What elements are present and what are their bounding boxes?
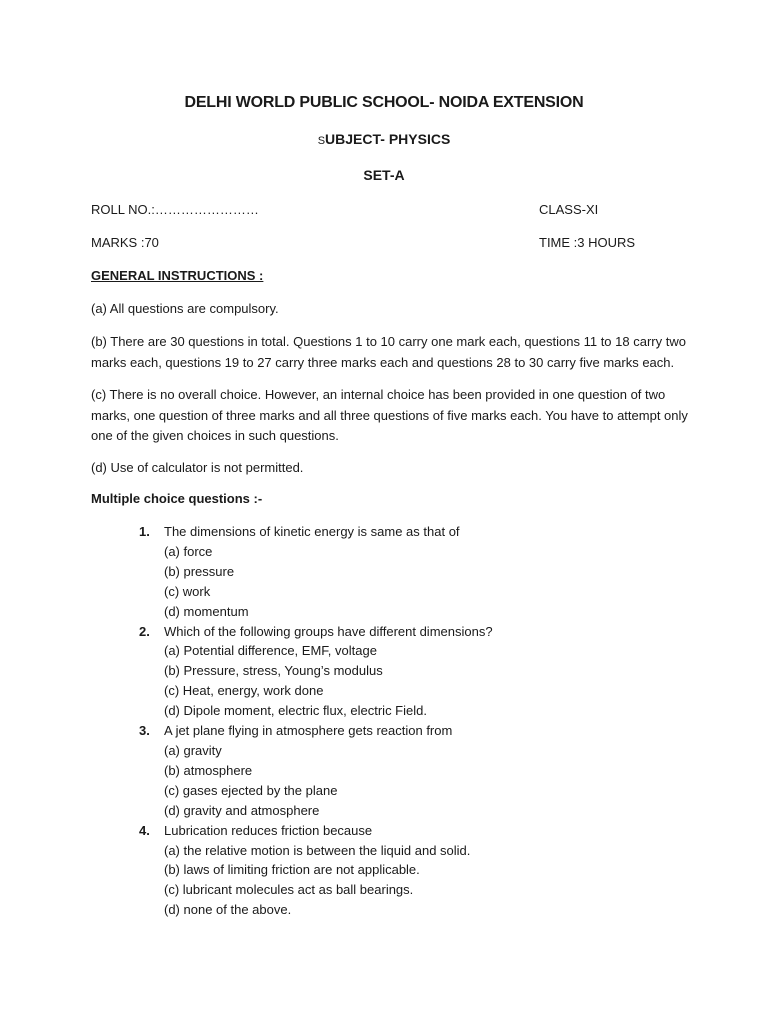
- question-item: [0, 622, 768, 722]
- question-text: Lubrication reduces friction because: [164, 822, 373, 838]
- question-item: [0, 821, 768, 921]
- instruction-b: (b) There are 30 questions in total. Questions 1 to 10 carry one mark each, questions 11 to 18 carry two marks each, questions 19 to 27 carry three marks each and questions 28 to 30 carry five marks each.: [91, 334, 686, 370]
- question-number: 4.: [139, 822, 150, 838]
- question-number: 3.: [139, 723, 150, 739]
- subject-heading: [0, 131, 768, 147]
- question-option: (c) work: [164, 583, 211, 599]
- question-option: (d) none of the above.: [164, 902, 292, 918]
- question-option: (c) gases ejected by the plane: [164, 782, 338, 798]
- question-option: (a) force: [164, 543, 213, 559]
- question-option: (c) lubricant molecules act as ball bearings.: [164, 882, 414, 898]
- subject-name: UBJECT- PHYSICS: [325, 131, 451, 147]
- question-number: 1.: [139, 524, 150, 539]
- time-label: TIME :3 HOURS: [539, 235, 636, 250]
- instruction-d: (d) Use of calculator is not permitted.: [91, 460, 304, 475]
- set-label: SET-A: [363, 167, 405, 183]
- roll-number-field: ROLL NO.:……………………: [91, 202, 259, 217]
- question-option: (d) Dipole moment, electric flux, electric Field.: [164, 703, 427, 719]
- question-number: 2.: [139, 623, 150, 639]
- question-option: (b) atmosphere: [164, 762, 253, 778]
- school-name-heading: DELHI WORLD PUBLIC SCHOOL- NOIDA EXTENSION: [184, 94, 584, 111]
- instruction-a: (a) All questions are compulsory.: [91, 301, 279, 316]
- question-text: Which of the following groups have different dimensions?: [164, 623, 493, 639]
- question-option: (d) momentum: [164, 603, 249, 619]
- question-option: (b) pressure: [164, 563, 235, 579]
- question-item: [0, 721, 768, 821]
- marks-label: MARKS :70: [91, 235, 159, 250]
- question-list: [0, 522, 768, 920]
- class-label: CLASS-XI: [539, 202, 599, 217]
- question-text: The dimensions of kinetic energy is same as that of: [164, 524, 460, 539]
- question-option: (d) gravity and atmosphere: [164, 802, 320, 818]
- question-option: (a) Potential difference, EMF, voltage: [164, 643, 377, 659]
- instruction-c: (c) There is no overall choice. However, an internal choice has been provided in one question of two marks, one question of three marks and all three questions of five marks each. You have to attempt only one of the given choices in such questions.: [91, 387, 688, 443]
- question-option: (b) laws of limiting friction are not applicable.: [164, 862, 420, 878]
- question-option: (a) the relative motion is between the liquid and solid.: [164, 842, 471, 858]
- question-option: (a) gravity: [164, 742, 222, 758]
- question-option: (c) Heat, energy, work done: [164, 683, 324, 699]
- question-item: [0, 522, 768, 622]
- general-instructions-heading: GENERAL INSTRUCTIONS :: [91, 268, 264, 283]
- question-text: A jet plane flying in atmosphere gets reaction from: [164, 723, 453, 739]
- question-option: (b) Pressure, stress, Young’s modulus: [164, 663, 383, 679]
- subject-first-letter: S: [317, 135, 326, 147]
- mcq-heading: Multiple choice questions :-: [91, 491, 263, 506]
